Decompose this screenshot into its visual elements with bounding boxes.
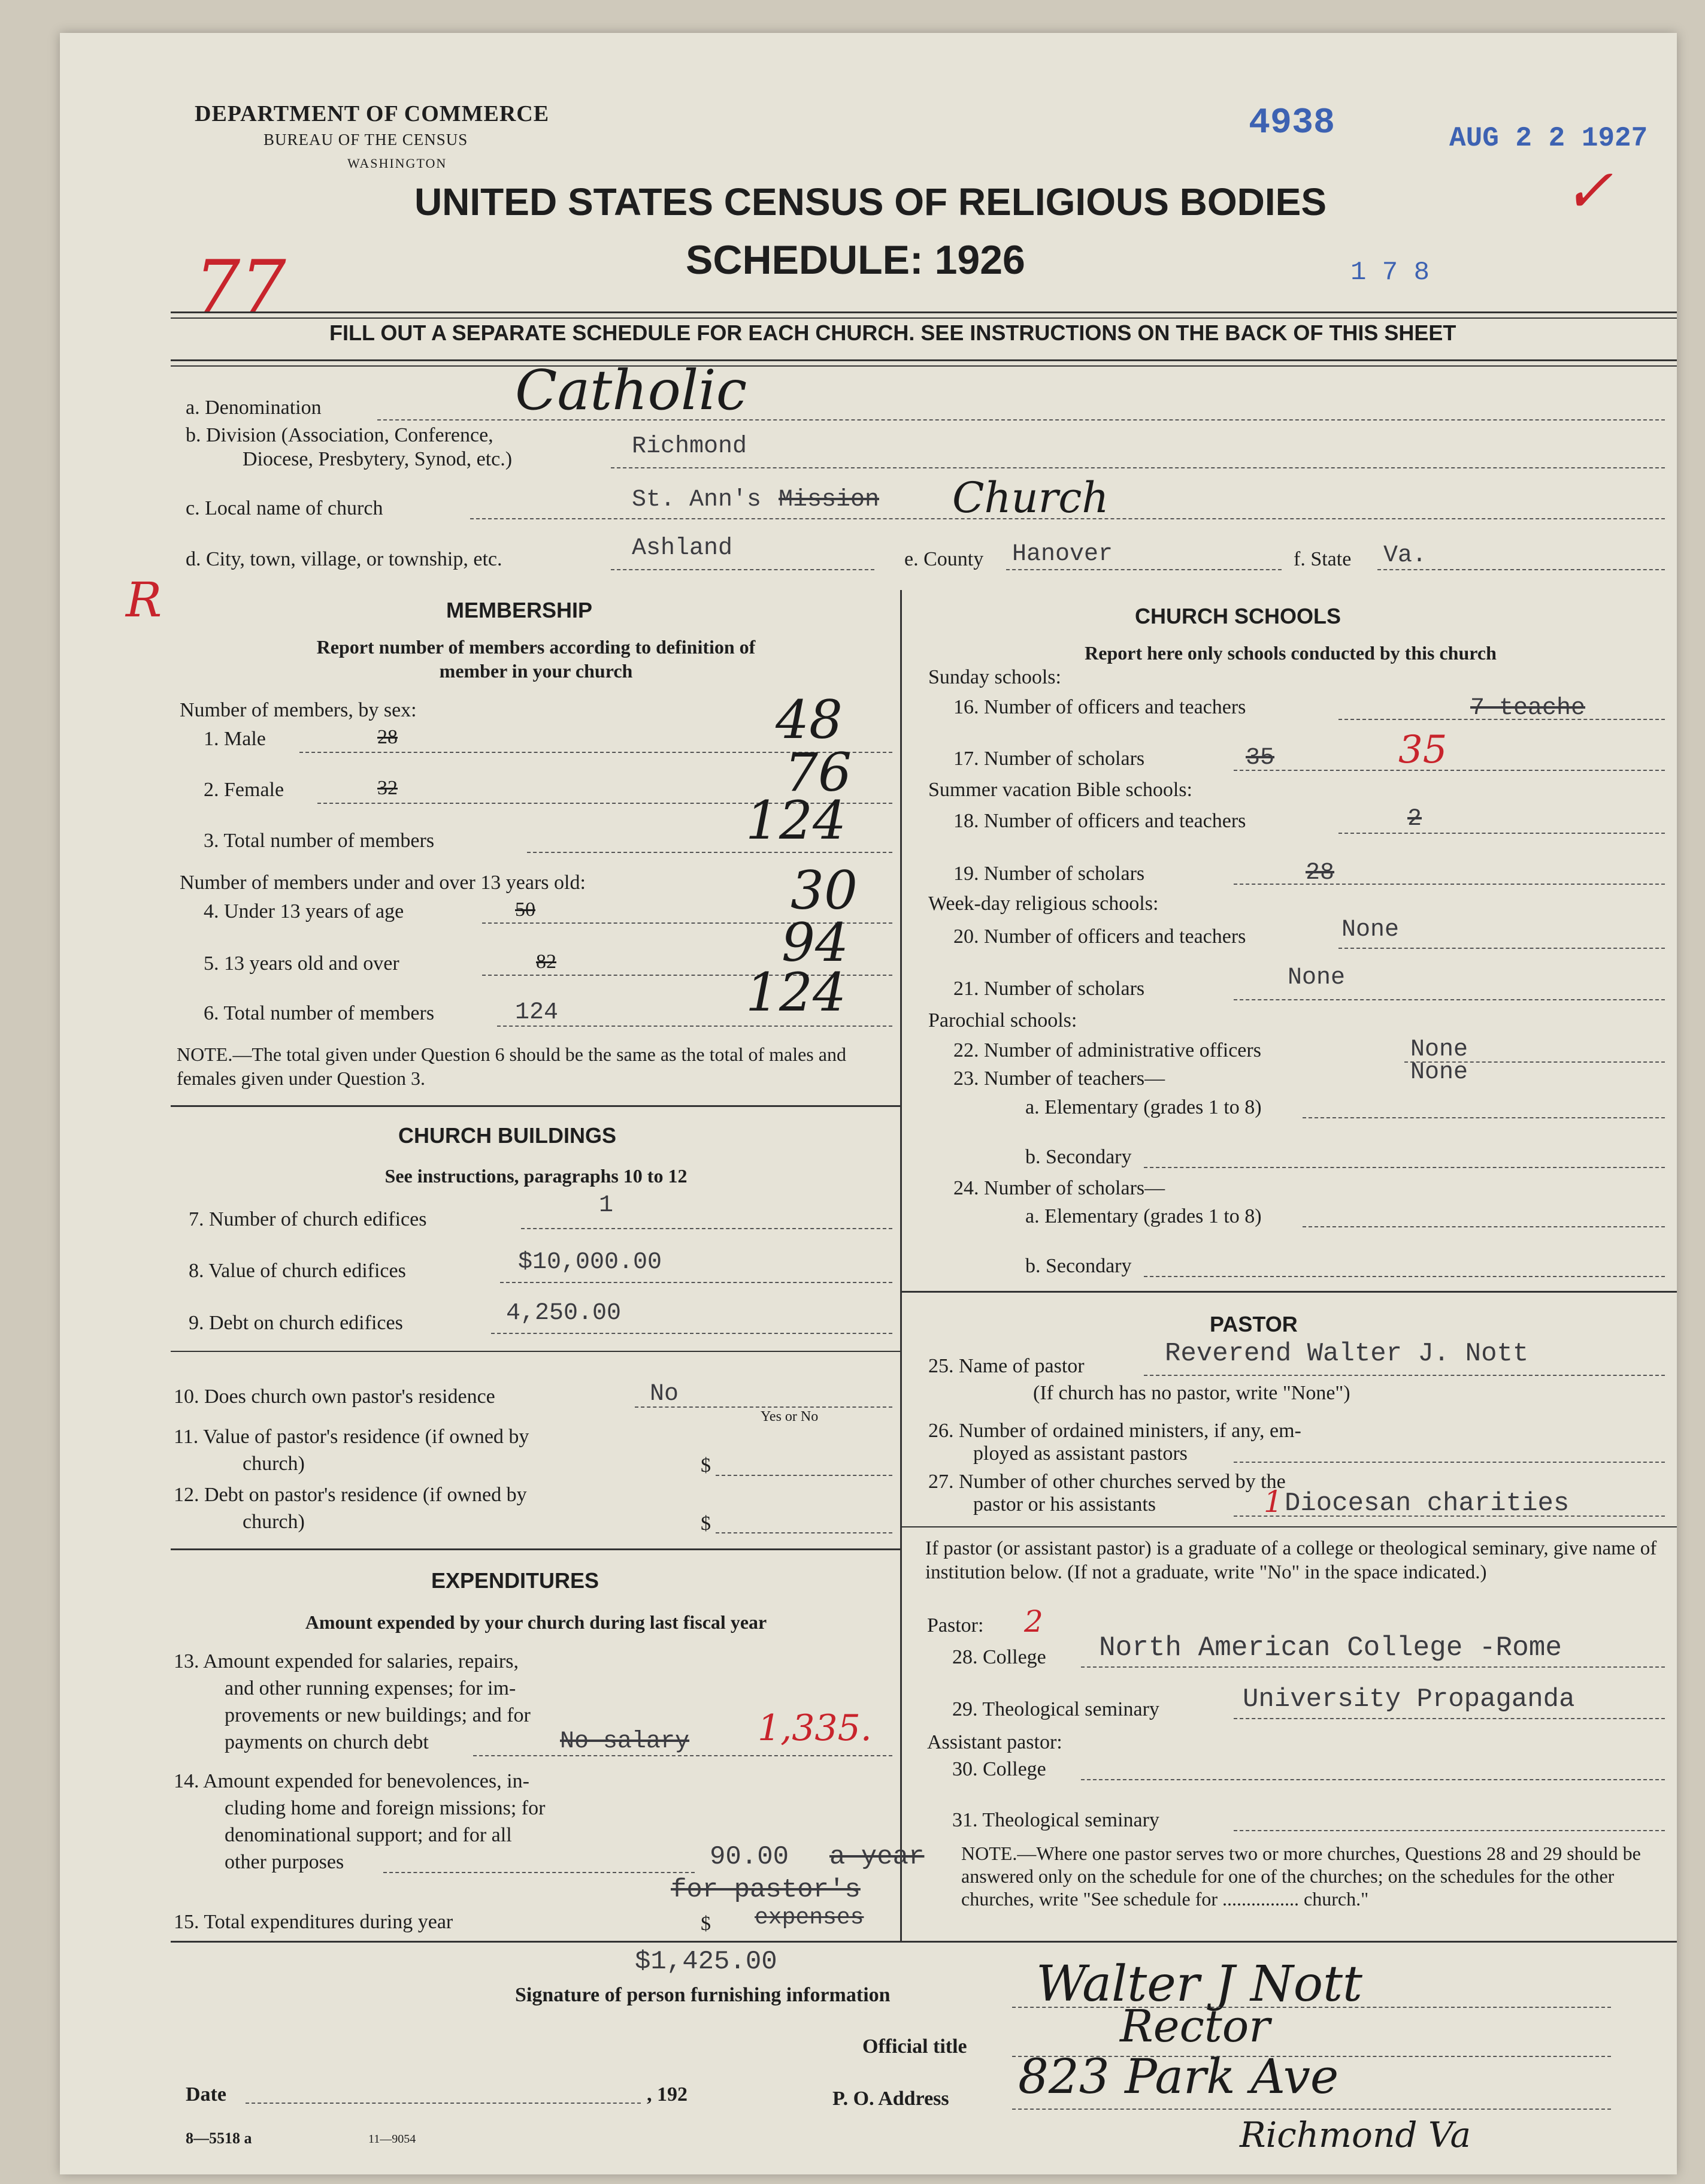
q4-struck-value: 50 [515,899,535,921]
q13-struck-value: No salary [560,1728,690,1755]
q6-typed-value: 124 [515,999,559,1026]
q14-struck-1: a year [829,1842,925,1872]
q13-label-1: 13. Amount expended for salaries, repairs, [174,1650,519,1672]
age-heading: Number of members under and over 13 years old: [180,872,586,894]
q24a-label: a. Elementary (grades 1 to 8) [1025,1205,1262,1227]
q6-total-value: 124 [746,961,846,1023]
q18-value: 2 [1407,806,1422,833]
q27-hand-value: 1 [1264,1484,1283,1519]
signature-label: Signature of person furnishing information [515,1984,891,2006]
check-mark-icon: ✓ [1563,156,1613,226]
q19-value: 28 [1306,860,1335,887]
expenditures-sub: Amount expended by your church during last fiscal year [305,1611,767,1633]
q16-value: 7 teache [1470,695,1586,722]
q4-under-13-value: 30 [791,860,858,921]
q2-female-value: 76 [785,742,852,803]
q16-label: 16. Number of officers and teachers [953,696,1246,718]
date-label: Date [186,2083,226,2106]
po-address-city: Richmond Va [1240,2115,1471,2155]
weekday-schools-label: Week-day religious schools: [928,893,1159,915]
q29-seminary-value: University Propaganda [1243,1684,1575,1714]
po-address-label: P. O. Address [832,2088,949,2110]
denomination-label: a. Denomination [186,397,322,419]
q23a-label: a. Elementary (grades 1 to 8) [1025,1096,1262,1118]
q18-label: 18. Number of officers and teachers [953,810,1246,832]
q25-hint: (If church has no pastor, write "None") [1033,1382,1350,1404]
q14-label-4: other purposes [225,1851,344,1873]
form-title: UNITED STATES CENSUS OF RELIGIOUS BODIES [414,180,1327,223]
division-value: Richmond [632,433,747,460]
graduate-note: If pastor (or assistant pastor) is a graduate of a college or theological seminary, give name of institution below. (If not a graduate, write "No" in the space indicated.) [925,1538,1657,1583]
denomination-value: Catholic [515,358,747,422]
members-by-sex-label: Number of members, by sex: [180,699,417,721]
q5-over-13-label: 5. 13 years old and over [204,952,399,975]
q14-value: 90.00 [710,1842,789,1872]
q11-value-residence-label: 11. Value of pastor's residence (if owned by [174,1426,529,1448]
q23b-label: b. Secondary [1025,1146,1132,1168]
q10-residence-label: 10. Does church own pastor's residence [174,1386,495,1408]
q13-label-2: and other running expenses; for im- [225,1677,516,1699]
q29-label: 29. Theological seminary [952,1698,1159,1720]
instruction-banner: FILL OUT A SEPARATE SCHEDULE FOR EACH CHURCH. SEE INSTRUCTIONS ON THE BACK OF THIS SHEET [329,320,1456,345]
q7-edifices-label: 7. Number of church edifices [189,1208,427,1230]
city-label: d. City, town, village, or township, etc. [186,548,502,570]
state-label: f. State [1294,548,1352,570]
county-value: Hanover [1012,541,1113,568]
local-name-label: c. Local name of church [186,497,383,519]
county-label: e. County [904,548,984,570]
q28-label: 28. College [952,1646,1046,1668]
q11-label-2: church) [243,1453,305,1475]
q8-value-label: 8. Value of church edifices [189,1260,406,1282]
q17-struck: 35 [1246,745,1275,772]
q1-struck-value: 28 [377,726,398,748]
q1-male-label: 1. Male [204,728,266,750]
membership-note: NOTE.—The total given under Question 6 should be the same as the total of males and females given under Question 3. [177,1043,846,1089]
q14-label-1: 14. Amount expended for benevolences, in- [174,1770,529,1792]
q14-struck-2: for pastor's [671,1875,861,1905]
q9-debt-label: 9. Debt on church edifices [189,1312,403,1334]
q25-label: 25. Name of pastor [928,1355,1085,1377]
pastor-note: NOTE.—Where one pastor serves two or more churches, Questions 28 and 29 should be answered only on the schedule for one of the churches; on the schedules for the other churches, write "See schedule for ................ church." [961,1843,1641,1910]
q5-struck-value: 82 [536,951,556,973]
year-suffix: , 192 [647,2083,688,2106]
q26-label-1: 26. Number of ordained ministers, if any, em- [928,1420,1301,1442]
q2-female-label: 2. Female [204,779,284,801]
q17-label: 17. Number of scholars [953,748,1145,770]
assistant-pastor-subheading: Assistant pastor: [927,1731,1062,1753]
sunday-schools-label: Sunday schools: [928,666,1061,688]
q14-label-3: denominational support; and for all [225,1824,512,1846]
buildings-sub: See instructions, paragraphs 10 to 12 [384,1165,688,1187]
q5-over-13-value: 94 [782,912,849,973]
expenditures-heading: EXPENDITURES [431,1568,599,1593]
q14-struck-3: expenses [755,1905,864,1931]
city-heading: WASHINGTON [347,156,447,171]
q24-label: 24. Number of scholars— [953,1177,1165,1199]
schools-sub: Report here only schools conducted by this church [1085,642,1497,664]
q4-under-13-label: 4. Under 13 years of age [204,900,404,922]
q14-label-2: cluding home and foreign missions; for [225,1797,546,1819]
membership-sub-2: member in your church [439,660,633,682]
q24b-label: b. Secondary [1025,1255,1132,1277]
q15-total-value: $1,425.00 [635,1947,777,1977]
q22-label: 22. Number of administrative officers [953,1039,1261,1061]
q1-male-value: 48 [776,689,843,751]
q31-label: 31. Theological seminary [952,1809,1159,1831]
q3-total-label: 3. Total number of members [204,830,435,852]
form-number: 8—5518 a [186,2129,252,2147]
q7-edifices-value: 1 [599,1192,614,1219]
buildings-heading: CHURCH BUILDINGS [398,1123,616,1148]
q8-value: $10,000.00 [518,1249,662,1276]
q15-dollar: $ [701,1913,711,1935]
q11-dollar: $ [701,1454,711,1477]
q27-value: Diocesan charities [1285,1489,1570,1518]
q27-label-2: pastor or his assistants [973,1493,1156,1516]
pastor-hand-mark: 2 [1024,1604,1043,1639]
q27-label-1: 27. Number of other churches served by the [928,1471,1286,1493]
corner-number: 77 [195,246,286,329]
date-stamp: AUG 2 2 1927 [1449,123,1648,154]
q10-residence-value: No [650,1381,679,1408]
q23-label: 23. Number of teachers— [953,1067,1165,1090]
q9-debt-value: 4,250.00 [506,1300,622,1327]
local-name-hand: Church [952,473,1109,522]
q13-value: 1,335. [758,1707,872,1749]
q28-college-value: North American College -Rome [1099,1632,1562,1663]
state-value: Va. [1383,542,1427,569]
q12-debt-residence-label: 12. Debt on pastor's residence (if owned by [174,1484,527,1506]
q21-value: None [1288,964,1346,991]
po-address-value: 823 Park Ave [1018,2049,1339,2104]
q30-label: 30. College [952,1758,1046,1780]
pastor-heading: PASTOR [1210,1312,1298,1336]
q17-value: 35 [1398,728,1447,772]
city-value: Ashland [632,535,733,562]
q10-hint: Yes or No [761,1409,819,1424]
q23-value: None [1410,1059,1468,1086]
bureau-heading: BUREAU OF THE CENSUS [264,131,468,149]
margin-mark: R [126,572,162,628]
q19-label: 19. Number of scholars [953,863,1145,885]
schedule-title: SCHEDULE: 1926 [686,237,1025,283]
q20-label: 20. Number of officers and teachers [953,925,1246,948]
local-name-typed: St. Ann's [632,486,762,513]
q6-total-label: 6. Total number of members [204,1002,435,1024]
pastor-subheading: Pastor: [927,1614,984,1637]
summer-schools-label: Summer vacation Bible schools: [928,779,1192,801]
membership-sub-1: Report number of members according to definition of [316,636,756,658]
q26-label-2: ployed as assistant pastors [973,1442,1188,1465]
local-name-struck: Mission [779,486,880,513]
q21-label: 21. Number of scholars [953,978,1145,1000]
parochial-schools-label: Parochial schools: [928,1009,1077,1031]
official-title-label: Official title [862,2035,967,2058]
division-label: b. Division (Association, Conference, [186,424,493,446]
signature: Walter J Nott [1036,1956,1362,2013]
q12-label-2: church) [243,1511,305,1533]
official-title-value: Rector [1120,2001,1270,2052]
q22-value: None [1410,1036,1468,1063]
q13-label-3: provements or new buildings; and for [225,1704,531,1726]
department-heading: DEPARTMENT OF COMMERCE [195,101,550,126]
q3-total-value: 124 [746,789,846,851]
schools-heading: CHURCH SCHOOLS [1135,604,1341,628]
q15-total-label: 15. Total expenditures during year [174,1911,453,1933]
q2-struck-value: 32 [377,777,398,799]
q12-dollar: $ [701,1513,711,1535]
code-stamp: 1 7 8 [1350,258,1430,288]
q13-label-4: payments on church debt [225,1731,429,1753]
print-number: 11—9054 [368,2132,416,2146]
membership-heading: MEMBERSHIP [446,598,593,622]
q25-pastor-name: Reverend Walter J. Nott [1165,1339,1529,1369]
division-label-2: Diocese, Presbytery, Synod, etc.) [243,448,513,470]
serial-stamp: 4938 [1249,103,1335,144]
q20-value: None [1341,916,1400,943]
